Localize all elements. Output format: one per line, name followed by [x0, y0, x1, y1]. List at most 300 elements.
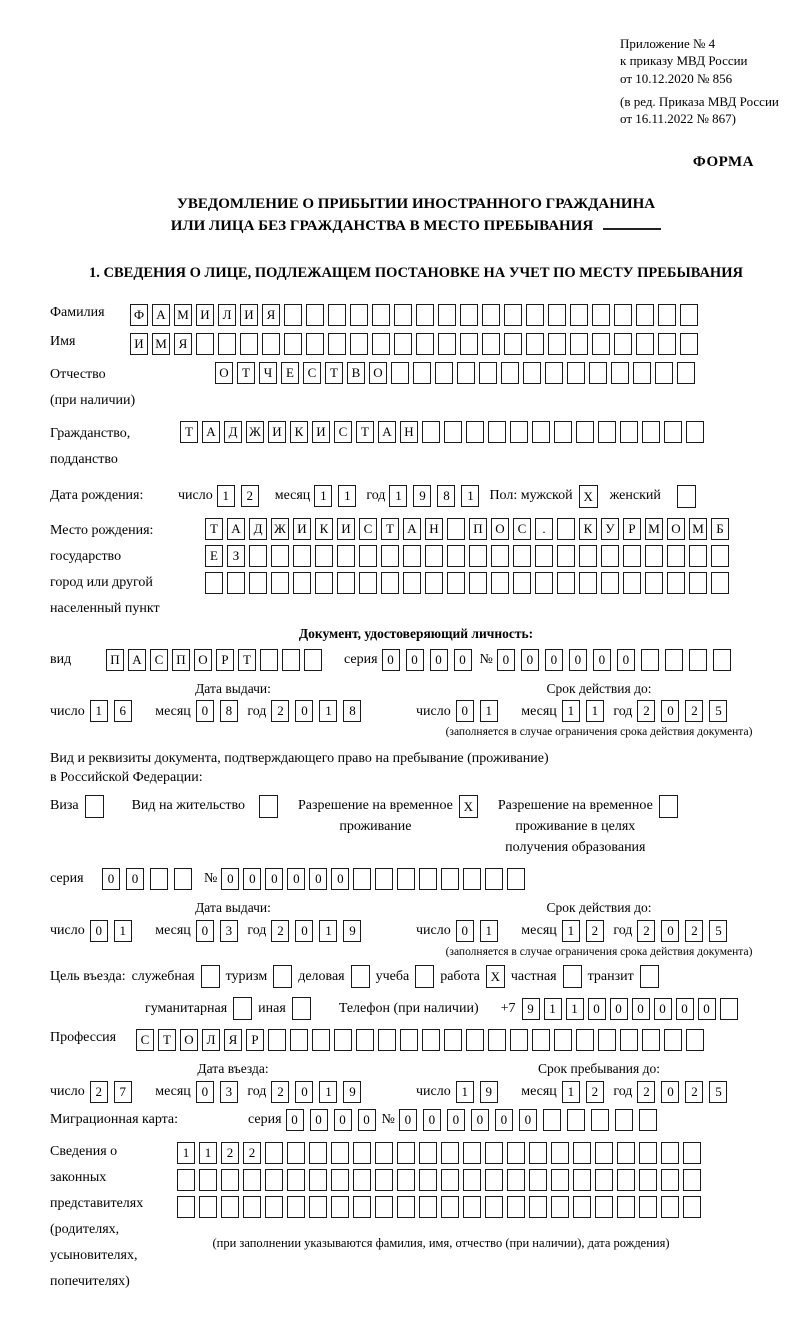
- char-cell[interactable]: 0: [221, 868, 239, 890]
- char-cell[interactable]: [372, 333, 390, 355]
- char-cell[interactable]: [589, 362, 607, 384]
- char-cell[interactable]: 0: [295, 920, 313, 942]
- char-cell[interactable]: [353, 1169, 371, 1191]
- char-cell[interactable]: [598, 421, 616, 443]
- char-cell[interactable]: 9: [413, 485, 431, 507]
- char-cell[interactable]: [304, 649, 322, 671]
- char-cell[interactable]: Т: [325, 362, 343, 384]
- char-cell[interactable]: [720, 998, 738, 1020]
- char-cell[interactable]: К: [579, 518, 597, 540]
- char-cell[interactable]: [615, 1109, 633, 1131]
- char-cell[interactable]: [441, 868, 459, 890]
- char-cell[interactable]: Т: [356, 421, 374, 443]
- char-cell[interactable]: Е: [281, 362, 299, 384]
- char-cell[interactable]: [284, 333, 302, 355]
- char-cell[interactable]: О: [667, 518, 685, 540]
- char-cell[interactable]: 0: [632, 998, 650, 1020]
- char-cell[interactable]: Т: [238, 649, 256, 671]
- char-cell[interactable]: 0: [569, 649, 587, 671]
- char-cell[interactable]: .: [535, 518, 553, 540]
- temp-residence-education-checkbox[interactable]: [659, 795, 678, 818]
- char-cell[interactable]: [460, 333, 478, 355]
- char-cell[interactable]: [532, 421, 550, 443]
- char-cell[interactable]: Н: [425, 518, 443, 540]
- char-cell[interactable]: [419, 1169, 437, 1191]
- char-cell[interactable]: [636, 304, 654, 326]
- char-cell[interactable]: [315, 572, 333, 594]
- char-cell[interactable]: У: [601, 518, 619, 540]
- char-cell[interactable]: [469, 572, 487, 594]
- char-cell[interactable]: О: [215, 362, 233, 384]
- char-cell[interactable]: 0: [698, 998, 716, 1020]
- char-cell[interactable]: 5: [709, 1081, 727, 1103]
- char-cell[interactable]: 2: [685, 920, 703, 942]
- char-cell[interactable]: Т: [158, 1029, 176, 1051]
- char-cell[interactable]: А: [403, 518, 421, 540]
- char-cell[interactable]: 2: [685, 700, 703, 722]
- char-cell[interactable]: [447, 572, 465, 594]
- char-cell[interactable]: 1: [461, 485, 479, 507]
- char-cell[interactable]: [221, 1169, 239, 1191]
- char-cell[interactable]: [488, 1029, 506, 1051]
- char-cell[interactable]: [573, 1142, 591, 1164]
- char-cell[interactable]: [441, 1169, 459, 1191]
- char-cell[interactable]: Р: [246, 1029, 264, 1051]
- char-cell[interactable]: [457, 362, 475, 384]
- char-cell[interactable]: [507, 1142, 525, 1164]
- char-cell[interactable]: 0: [265, 868, 283, 890]
- char-cell[interactable]: 0: [382, 649, 400, 671]
- char-cell[interactable]: 0: [310, 1109, 328, 1131]
- char-cell[interactable]: 9: [522, 998, 540, 1020]
- char-cell[interactable]: 0: [447, 1109, 465, 1131]
- char-cell[interactable]: [617, 1142, 635, 1164]
- char-cell[interactable]: [485, 1196, 503, 1218]
- char-cell[interactable]: 0: [519, 1109, 537, 1131]
- char-cell[interactable]: 0: [287, 868, 305, 890]
- char-cell[interactable]: [579, 545, 597, 567]
- char-cell[interactable]: 1: [319, 1081, 337, 1103]
- char-cell[interactable]: [260, 649, 278, 671]
- char-cell[interactable]: [664, 1029, 682, 1051]
- char-cell[interactable]: Р: [623, 518, 641, 540]
- char-cell[interactable]: [353, 868, 371, 890]
- char-cell[interactable]: 0: [661, 920, 679, 942]
- char-cell[interactable]: [199, 1169, 217, 1191]
- char-cell[interactable]: А: [378, 421, 396, 443]
- char-cell[interactable]: [501, 362, 519, 384]
- char-cell[interactable]: [677, 362, 695, 384]
- char-cell[interactable]: [548, 333, 566, 355]
- char-cell[interactable]: [667, 545, 685, 567]
- char-cell[interactable]: Я: [262, 304, 280, 326]
- char-cell[interactable]: [689, 649, 707, 671]
- char-cell[interactable]: [249, 572, 267, 594]
- char-cell[interactable]: М: [645, 518, 663, 540]
- char-cell[interactable]: [243, 1196, 261, 1218]
- char-cell[interactable]: 1: [480, 920, 498, 942]
- char-cell[interactable]: [573, 1196, 591, 1218]
- char-cell[interactable]: [529, 1196, 547, 1218]
- char-cell[interactable]: [177, 1169, 195, 1191]
- char-cell[interactable]: Б: [711, 518, 729, 540]
- char-cell[interactable]: [686, 421, 704, 443]
- char-cell[interactable]: [221, 1196, 239, 1218]
- char-cell[interactable]: [591, 1109, 609, 1131]
- char-cell[interactable]: 0: [295, 1081, 313, 1103]
- char-cell[interactable]: [174, 868, 192, 890]
- char-cell[interactable]: П: [172, 649, 190, 671]
- char-cell[interactable]: Я: [174, 333, 192, 355]
- char-cell[interactable]: [177, 1196, 195, 1218]
- char-cell[interactable]: С: [513, 518, 531, 540]
- char-cell[interactable]: [665, 649, 683, 671]
- char-cell[interactable]: [265, 1196, 283, 1218]
- char-cell[interactable]: [312, 1029, 330, 1051]
- char-cell[interactable]: [265, 1169, 283, 1191]
- char-cell[interactable]: 9: [343, 1081, 361, 1103]
- char-cell[interactable]: 1: [456, 1081, 474, 1103]
- char-cell[interactable]: [595, 1169, 613, 1191]
- char-cell[interactable]: 0: [661, 700, 679, 722]
- char-cell[interactable]: [306, 333, 324, 355]
- char-cell[interactable]: Л: [202, 1029, 220, 1051]
- char-cell[interactable]: [598, 1029, 616, 1051]
- char-cell[interactable]: [639, 1196, 657, 1218]
- purpose-official-checkbox[interactable]: [201, 965, 220, 988]
- char-cell[interactable]: Я: [224, 1029, 242, 1051]
- char-cell[interactable]: [397, 868, 415, 890]
- char-cell[interactable]: М: [174, 304, 192, 326]
- char-cell[interactable]: С: [334, 421, 352, 443]
- char-cell[interactable]: [491, 572, 509, 594]
- char-cell[interactable]: Е: [205, 545, 223, 567]
- char-cell[interactable]: [290, 1029, 308, 1051]
- char-cell[interactable]: [595, 1142, 613, 1164]
- char-cell[interactable]: 0: [588, 998, 606, 1020]
- char-cell[interactable]: [689, 572, 707, 594]
- char-cell[interactable]: 3: [220, 920, 238, 942]
- char-cell[interactable]: [623, 545, 641, 567]
- char-cell[interactable]: [463, 1196, 481, 1218]
- char-cell[interactable]: Ч: [259, 362, 277, 384]
- char-cell[interactable]: [683, 1196, 701, 1218]
- char-cell[interactable]: [282, 649, 300, 671]
- char-cell[interactable]: [205, 572, 223, 594]
- char-cell[interactable]: [667, 572, 685, 594]
- char-cell[interactable]: [447, 545, 465, 567]
- char-cell[interactable]: [551, 1169, 569, 1191]
- char-cell[interactable]: [243, 1169, 261, 1191]
- char-cell[interactable]: 1: [90, 700, 108, 722]
- char-cell[interactable]: [293, 572, 311, 594]
- char-cell[interactable]: Д: [224, 421, 242, 443]
- char-cell[interactable]: 0: [243, 868, 261, 890]
- char-cell[interactable]: [334, 1029, 352, 1051]
- char-cell[interactable]: [479, 362, 497, 384]
- char-cell[interactable]: 1: [389, 485, 407, 507]
- char-cell[interactable]: [441, 1196, 459, 1218]
- char-cell[interactable]: [422, 1029, 440, 1051]
- char-cell[interactable]: [713, 649, 731, 671]
- char-cell[interactable]: 1: [586, 700, 604, 722]
- char-cell[interactable]: [595, 1196, 613, 1218]
- char-cell[interactable]: [460, 304, 478, 326]
- char-cell[interactable]: Ж: [271, 518, 289, 540]
- char-cell[interactable]: К: [315, 518, 333, 540]
- char-cell[interactable]: [240, 333, 258, 355]
- char-cell[interactable]: 0: [309, 868, 327, 890]
- char-cell[interactable]: [567, 362, 585, 384]
- char-cell[interactable]: [623, 572, 641, 594]
- char-cell[interactable]: [545, 362, 563, 384]
- char-cell[interactable]: [262, 333, 280, 355]
- char-cell[interactable]: [548, 304, 566, 326]
- char-cell[interactable]: [400, 1029, 418, 1051]
- char-cell[interactable]: [535, 572, 553, 594]
- char-cell[interactable]: [507, 1169, 525, 1191]
- char-cell[interactable]: 2: [243, 1142, 261, 1164]
- char-cell[interactable]: [510, 421, 528, 443]
- char-cell[interactable]: [491, 545, 509, 567]
- char-cell[interactable]: [554, 421, 572, 443]
- char-cell[interactable]: [658, 333, 676, 355]
- char-cell[interactable]: 9: [480, 1081, 498, 1103]
- char-cell[interactable]: [463, 1169, 481, 1191]
- purpose-work-checkbox[interactable]: X: [486, 965, 505, 988]
- char-cell[interactable]: [372, 304, 390, 326]
- char-cell[interactable]: [526, 333, 544, 355]
- char-cell[interactable]: [513, 545, 531, 567]
- char-cell[interactable]: [394, 333, 412, 355]
- char-cell[interactable]: [199, 1196, 217, 1218]
- char-cell[interactable]: [375, 1169, 393, 1191]
- char-cell[interactable]: [570, 333, 588, 355]
- char-cell[interactable]: Р: [216, 649, 234, 671]
- char-cell[interactable]: 0: [430, 649, 448, 671]
- char-cell[interactable]: [526, 304, 544, 326]
- char-cell[interactable]: 0: [358, 1109, 376, 1131]
- char-cell[interactable]: Т: [205, 518, 223, 540]
- char-cell[interactable]: [359, 572, 377, 594]
- char-cell[interactable]: [425, 572, 443, 594]
- char-cell[interactable]: [397, 1169, 415, 1191]
- char-cell[interactable]: [268, 1029, 286, 1051]
- char-cell[interactable]: 9: [343, 920, 361, 942]
- char-cell[interactable]: [482, 304, 500, 326]
- char-cell[interactable]: [617, 1196, 635, 1218]
- char-cell[interactable]: С: [303, 362, 321, 384]
- char-cell[interactable]: [378, 1029, 396, 1051]
- char-cell[interactable]: 6: [114, 700, 132, 722]
- char-cell[interactable]: Т: [381, 518, 399, 540]
- char-cell[interactable]: 2: [637, 920, 655, 942]
- char-cell[interactable]: 0: [406, 649, 424, 671]
- char-cell[interactable]: [485, 868, 503, 890]
- char-cell[interactable]: 1: [217, 485, 235, 507]
- purpose-business-checkbox[interactable]: [351, 965, 370, 988]
- purpose-tourism-checkbox[interactable]: [273, 965, 292, 988]
- char-cell[interactable]: 0: [676, 998, 694, 1020]
- char-cell[interactable]: 2: [221, 1142, 239, 1164]
- char-cell[interactable]: О: [491, 518, 509, 540]
- char-cell[interactable]: 0: [610, 998, 628, 1020]
- char-cell[interactable]: 0: [521, 649, 539, 671]
- char-cell[interactable]: [482, 333, 500, 355]
- char-cell[interactable]: [218, 333, 236, 355]
- char-cell[interactable]: [592, 304, 610, 326]
- char-cell[interactable]: 2: [271, 920, 289, 942]
- char-cell[interactable]: Ж: [246, 421, 264, 443]
- char-cell[interactable]: И: [293, 518, 311, 540]
- char-cell[interactable]: [309, 1142, 327, 1164]
- char-cell[interactable]: 2: [241, 485, 259, 507]
- char-cell[interactable]: Т: [237, 362, 255, 384]
- char-cell[interactable]: 1: [114, 920, 132, 942]
- char-cell[interactable]: 1: [562, 920, 580, 942]
- char-cell[interactable]: [532, 1029, 550, 1051]
- char-cell[interactable]: [413, 362, 431, 384]
- char-cell[interactable]: [510, 1029, 528, 1051]
- char-cell[interactable]: Н: [400, 421, 418, 443]
- char-cell[interactable]: 0: [661, 1081, 679, 1103]
- char-cell[interactable]: 1: [562, 1081, 580, 1103]
- char-cell[interactable]: 1: [314, 485, 332, 507]
- char-cell[interactable]: 0: [471, 1109, 489, 1131]
- char-cell[interactable]: [469, 545, 487, 567]
- char-cell[interactable]: [309, 1169, 327, 1191]
- char-cell[interactable]: [686, 1029, 704, 1051]
- char-cell[interactable]: [661, 1169, 679, 1191]
- char-cell[interactable]: [227, 572, 245, 594]
- char-cell[interactable]: [375, 868, 393, 890]
- char-cell[interactable]: К: [290, 421, 308, 443]
- char-cell[interactable]: [284, 304, 302, 326]
- char-cell[interactable]: [293, 545, 311, 567]
- char-cell[interactable]: [444, 1029, 462, 1051]
- char-cell[interactable]: [309, 1196, 327, 1218]
- char-cell[interactable]: И: [130, 333, 148, 355]
- char-cell[interactable]: О: [369, 362, 387, 384]
- char-cell[interactable]: [394, 304, 412, 326]
- char-cell[interactable]: [529, 1169, 547, 1191]
- char-cell[interactable]: [661, 1196, 679, 1218]
- char-cell[interactable]: [331, 1142, 349, 1164]
- gender-female-checkbox[interactable]: [677, 485, 696, 508]
- char-cell[interactable]: 1: [480, 700, 498, 722]
- char-cell[interactable]: 0: [423, 1109, 441, 1131]
- char-cell[interactable]: [504, 304, 522, 326]
- char-cell[interactable]: [611, 362, 629, 384]
- char-cell[interactable]: [328, 333, 346, 355]
- char-cell[interactable]: [196, 333, 214, 355]
- char-cell[interactable]: [353, 1142, 371, 1164]
- char-cell[interactable]: [683, 1169, 701, 1191]
- char-cell[interactable]: [419, 1196, 437, 1218]
- char-cell[interactable]: [661, 1142, 679, 1164]
- char-cell[interactable]: 2: [271, 700, 289, 722]
- char-cell[interactable]: [271, 545, 289, 567]
- char-cell[interactable]: [271, 572, 289, 594]
- char-cell[interactable]: [639, 1109, 657, 1131]
- char-cell[interactable]: [463, 868, 481, 890]
- purpose-other-checkbox[interactable]: [292, 997, 311, 1020]
- char-cell[interactable]: [381, 572, 399, 594]
- char-cell[interactable]: 0: [286, 1109, 304, 1131]
- char-cell[interactable]: И: [196, 304, 214, 326]
- char-cell[interactable]: П: [469, 518, 487, 540]
- char-cell[interactable]: 2: [637, 700, 655, 722]
- char-cell[interactable]: [645, 545, 663, 567]
- char-cell[interactable]: [306, 304, 324, 326]
- char-cell[interactable]: [576, 1029, 594, 1051]
- char-cell[interactable]: А: [128, 649, 146, 671]
- char-cell[interactable]: [438, 304, 456, 326]
- char-cell[interactable]: 0: [654, 998, 672, 1020]
- char-cell[interactable]: [617, 1169, 635, 1191]
- char-cell[interactable]: О: [194, 649, 212, 671]
- char-cell[interactable]: [570, 304, 588, 326]
- char-cell[interactable]: 0: [196, 920, 214, 942]
- char-cell[interactable]: [680, 304, 698, 326]
- char-cell[interactable]: [381, 545, 399, 567]
- char-cell[interactable]: 2: [586, 1081, 604, 1103]
- char-cell[interactable]: [403, 545, 421, 567]
- char-cell[interactable]: З: [227, 545, 245, 567]
- char-cell[interactable]: [353, 1196, 371, 1218]
- char-cell[interactable]: [488, 421, 506, 443]
- char-cell[interactable]: 8: [220, 700, 238, 722]
- char-cell[interactable]: [444, 421, 462, 443]
- char-cell[interactable]: [328, 304, 346, 326]
- char-cell[interactable]: [287, 1196, 305, 1218]
- char-cell[interactable]: 2: [90, 1081, 108, 1103]
- char-cell[interactable]: [551, 1142, 569, 1164]
- char-cell[interactable]: 0: [454, 649, 472, 671]
- char-cell[interactable]: 1: [338, 485, 356, 507]
- char-cell[interactable]: [287, 1142, 305, 1164]
- char-cell[interactable]: И: [240, 304, 258, 326]
- char-cell[interactable]: С: [150, 649, 168, 671]
- purpose-transit-checkbox[interactable]: [640, 965, 659, 988]
- char-cell[interactable]: И: [337, 518, 355, 540]
- char-cell[interactable]: [620, 421, 638, 443]
- char-cell[interactable]: [601, 572, 619, 594]
- char-cell[interactable]: [265, 1142, 283, 1164]
- char-cell[interactable]: [601, 545, 619, 567]
- char-cell[interactable]: 0: [126, 868, 144, 890]
- char-cell[interactable]: [645, 572, 663, 594]
- purpose-study-checkbox[interactable]: [415, 965, 434, 988]
- char-cell[interactable]: [576, 421, 594, 443]
- char-cell[interactable]: С: [136, 1029, 154, 1051]
- purpose-private-checkbox[interactable]: [563, 965, 582, 988]
- char-cell[interactable]: А: [202, 421, 220, 443]
- char-cell[interactable]: 7: [114, 1081, 132, 1103]
- char-cell[interactable]: 8: [437, 485, 455, 507]
- char-cell[interactable]: [554, 1029, 572, 1051]
- char-cell[interactable]: [435, 362, 453, 384]
- char-cell[interactable]: [543, 1109, 561, 1131]
- char-cell[interactable]: [523, 362, 541, 384]
- char-cell[interactable]: 8: [343, 700, 361, 722]
- char-cell[interactable]: [249, 545, 267, 567]
- char-cell[interactable]: [419, 868, 437, 890]
- char-cell[interactable]: [557, 518, 575, 540]
- char-cell[interactable]: [485, 1169, 503, 1191]
- char-cell[interactable]: 5: [709, 700, 727, 722]
- char-cell[interactable]: [557, 545, 575, 567]
